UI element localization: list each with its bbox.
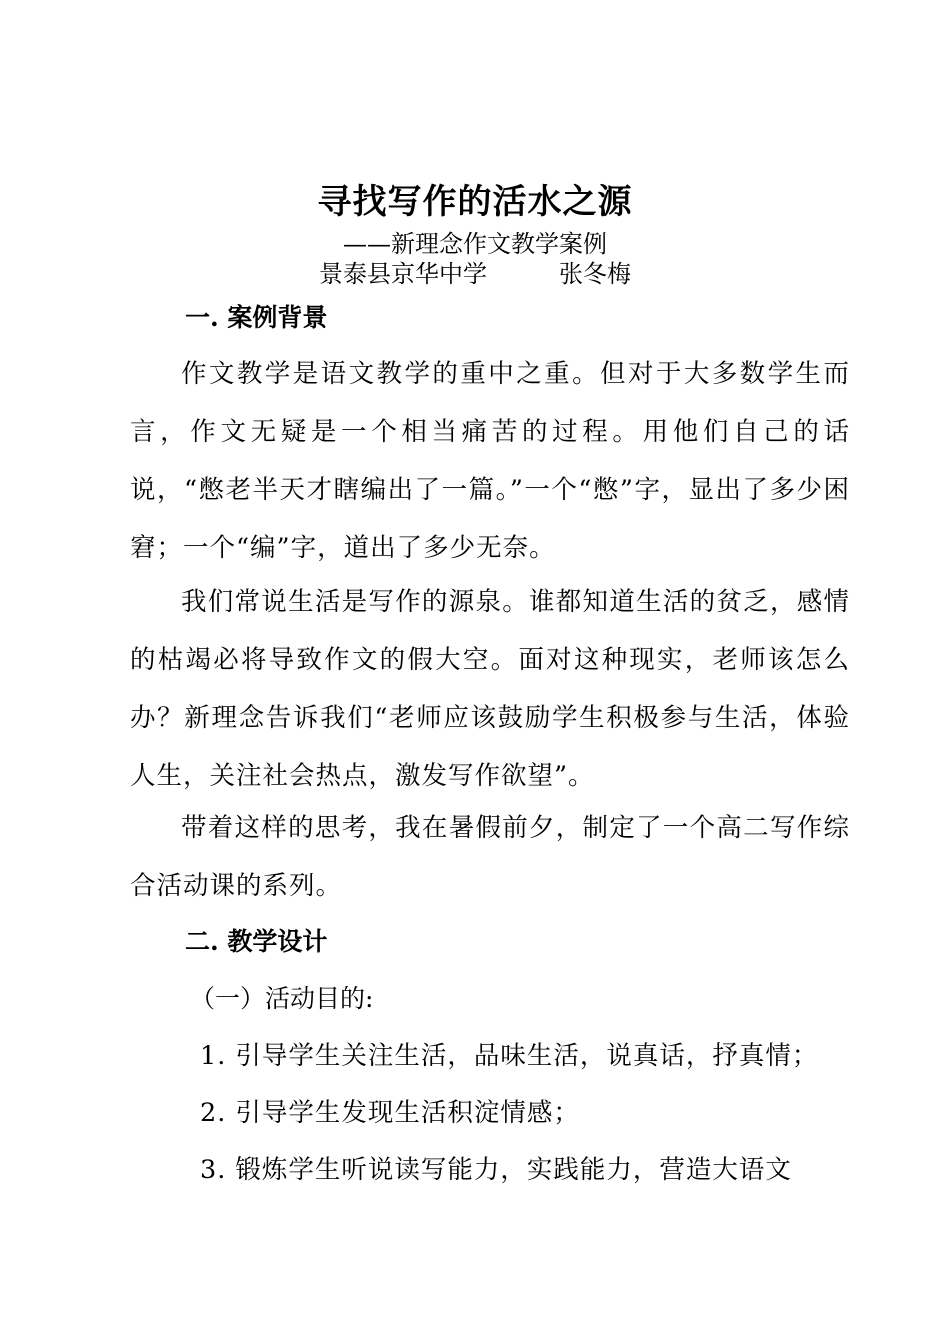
subheading-activity-goals: （一）活动目的: [190,984,374,1013]
paragraph-1: 作文教学是语文教学的重中之重。但对于大多数学生而言，作文无疑是一个相当痛苦的过程。用他们自己的话说，“憋老半天才瞎编出了一篇。”一个“憋”字，显出了多少困窘；一个“编”字，道出了多少无奈。 [130,359,850,563]
paragraph-3: 带着这样的思考，我在暑假前夕，制定了一个高二写作综合活动课的系列。 [130,813,850,901]
list-item: 3. 锻炼学生听说读写能力，实践能力，营造大语文 [200,1155,792,1185]
school-name: 景泰县京华中学 [319,260,487,288]
list-item: 1. 引导学生关注生活，品味生活，说真话，抒真情； [200,1041,819,1071]
list-item: 2. 引导学生发现生活积淀情感； [200,1098,580,1128]
paragraph-2: 我们常说生活是写作的源泉。谁都知道生活的贫乏，感情的枯竭必将导致作文的假大空。面对这种现实，老师该怎么办？新理念告诉我们“老师应该鼓励学生积极参与生活，体验人生，关注社会热点，激发写作欲望”。 [130,587,850,791]
section-heading-design: 二. 教学设计 [185,927,328,956]
author-name: 张冬梅 [559,260,631,288]
document-title: 寻找写作的活水之源 [317,182,633,222]
document-subtitle: ——新理念作文教学案例 [343,230,607,258]
author-line [0,259,950,289]
section-heading-background: 一. 案例背景 [185,303,328,332]
